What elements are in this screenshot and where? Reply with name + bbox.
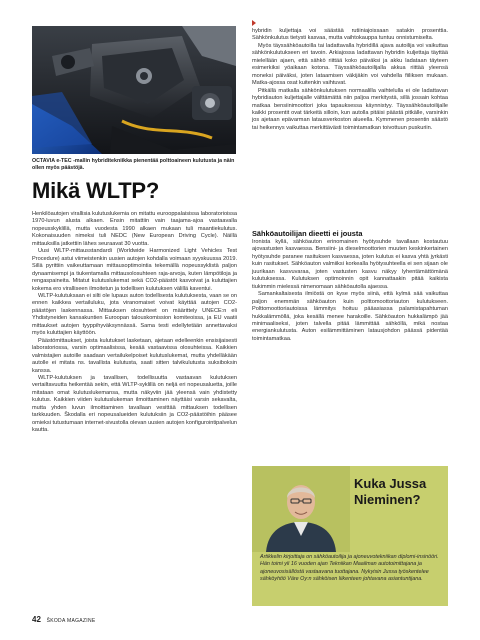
left-column xyxy=(32,211,237,435)
right-column-top xyxy=(252,28,448,132)
body-paragraph: hybridin kuljettaja voi säästää rutiiniajoissaan satakin prosenttia. Sähkönkulutus tietysti kasvaa, mutta vaihtokauppa tuntuu onnistumiselta. xyxy=(252,28,448,42)
body-paragraph: WLTP-kulutuksen ja tavallisen, todellisuutta vastaavan kulutuksen vertailtavuutta heikentää sekin, että WLTP-syklillä on neljä eri nopeusaluetta, joille mitataan omat kulutuslukemansa, mutta näkyviin jää yleensä vain yhdistetty kulutus. Kaikkien viiden kulutuslukeman ilmoittaminen näyttäisi varsin sekavalta, mutta yhden luvun ilmoittaminen tavallaan vesittää mittauksen todellisen tarkkuuden. Škodalla eri nopeusalueiden kulutuksiin ja CO2-päästöihin pääsee omieksi tutustumaan internet-sivustolla olevan uusien autojen konfigurointipalvelun kautta. xyxy=(32,374,237,434)
section-subheading: Sähköautoilijan dieetti ei jousta xyxy=(252,229,363,238)
page-footer xyxy=(32,615,96,624)
body-paragraph: Uusi WLTP-mittausstandardi (Worldwide Harmonized Light Vehicles Test Procedure) astui viimeistenkin uusien autojen kohdalla voimaan syyskuussa 2019. Sillä pyrittiin vaikeuttamaan mittausoptimointia tekemällä nopeussyklistä paljon dynaamisempi ja tiukentamalla mittausolosuhteen raja-arvoja, kuten lämpötiloja ja rengaspaineita. Mitatut kulutuslukemat sekä CO2-päästöt kasvoivat ja kuluttajien kokema ero viralliseen ilmoitetun ja todellisen kulutuksen välillä kaventui. xyxy=(32,248,237,292)
engine-bay-photo xyxy=(32,26,236,154)
body-paragraph: WLTP-kulutuksaan ei silti ole lupaus auton todellisesta kulutuksesta, vaan se on ennen kaikkea vertailuluku, jota viranomaiset voivat käyttää autojen CO2-päästöjen laskennassa. Mittauksen olosuhteet on määrittely UNECE:n eli Yhdistyneiden kansakuntien Euroopan talouskomission komiteoissa, ja EU vaatii mittaukset autojen tyyppihyväksynnässä. Sama testi edellytetään annettavaksi myös kuluttajien käyttöön. xyxy=(32,292,237,337)
body-paragraph: Henkilöautojen virallisia kulutuslukemia on mitattu eurooppalaisissa laboratorioissa 1970-luvun alusta alkaen. Ensin mitattiin vain taajama-ajoa vastaavalla nopeusskyklillä, mutta vuodesta 1990 alkaen mukaan tuli maantiekulutus. Kokonaisuuden nimeksi tuli NEDC (New European Driving Cycle). Näillä mittauksilla jatkettiin lähes seuraavat 30 vuotta. xyxy=(32,211,237,247)
author-box xyxy=(252,466,448,606)
photo-caption: OCTAVIA e-TEC -mallin hybriditekniikka pienentää polttoaineen kulutusta ja näin ollen myös päästöjä. xyxy=(32,158,235,171)
author-heading: Kuka Jussa Nieminen? xyxy=(354,476,427,507)
page-number: 42 xyxy=(32,615,41,624)
author-bio: Artikkelin kirjoittaja on sähköautoilija ja ajoneuvotekniikan diplomi-insinööri. Hän toimi yli 16 vuoden ajan Tekniikan Maailman autotoimittajana ja ajoneuvosisällöstä vastaavana tuottajana. Nykyisin Jussa työskentelee sähköyhtiö Väre Oy:n sähköisen liikenteen johtavana asiantuntijana. xyxy=(260,554,439,583)
magazine-name: ŠKODA MAGAZINE xyxy=(46,618,96,624)
right-column-bottom xyxy=(252,229,448,343)
author-portrait xyxy=(252,466,350,552)
article-headline: Mikä WLTP? xyxy=(32,178,160,203)
body-paragraph: Pitkällä matkalla sähkönkulutuksen normaalilla vaihtelulla ei ole ladattavan hybridiauton kuljettajalle välttämättä niin paljoa merkitystä, sillä jossain kohtaa matkaa bensiinimoottori joka tapauksessa käynnistyy. Täyssähköautoilijalle kaikki prosentit ovat tärkeitä silloin, kun autolla pitäisi päästä pitkälle, varsinkin jos ajetaan epävarman latausverkoston alueella. Kymmenen prosentin säästö tai heikennys vaikuttaa merkittävästi toimintamatkan toivottuun puskuriin. xyxy=(252,87,448,131)
continuation-arrow-icon xyxy=(252,20,256,26)
body-paragraph: Päästömittaukset, joista kulutukset lasketaan, ajetaan edelleenkin ensisijaisesti laboratoriossa, varsin optimaalisissa, kesää vastaavissa olosuhteissa. Kaikkien valmistajien autoille saadaan vertailukelpoiset kulutuslukemat, mutta yhdelläkään autolle ei mitata ns. tavallista kulutusta, saati sitten talvikulutusta suksiboksin kanssa. xyxy=(32,337,237,374)
body-paragraph: Samankaltaisesta ilmiöstä on kyse myös siinä, että kylmä sää vaikuttaa paljon enemmän sähköauton kuin polttomoottoriauton kulutukseen. Polttomoottoriautoissa lämmitys hoituu pääasiassa palamistapahtuman hukkalämmöllä, joka kesällä menee harakoille. Sähköauton hukkalämpö jää minimaaliseksi, joten talvella pitää lämmittää sähköllä, mikä nostaa energiankulutusta. Auton esilämmittäminen latausjohdon päässä pidentää toimintamatkaa. xyxy=(252,291,448,342)
body-paragraph: Ironista kyllä, sähköauton erinomainen hyötysuhde tavallaan kostautuu ajovastusten kasvaessa. Bensiini- ja dieselmoottorien muuten keskinkertainen hyötysuhde paranee rasituksen kasvaessa, joten kulutus ei kasva yhtä jyrkästi kuin rasitukset. Sähköauton valmiiksi korkealla hyötysuhteella ei sen sijaan ole juurikaan kasvuvaraa, joten vastusten kasvu näkyy lyhentämättömänä kulutuksessa. Kulutuksen optimoinnin opit kannattaakin pitää kaikista tiukimmin mielessä nimenomaan sähköautolla ajaessa. xyxy=(252,239,448,290)
body-paragraph: Myös täyssähköautoilla tai ladattavalla hybridillä ajava autoilija voi vaikuttaa sähkönkulutukseen eri tavoin. Arkiajossa ladattavan hybridin kuljettaja täyttää mielellään ajaen, että sähkö riittää koko päiväksi ja akku ladataan täyteen esimerkiksi yöaikaan kotona. Täyssähköautoilijalla akkua riittää yleensä moneksi päiväksi, joten lataamisen väkijäkin voi vahdella fiiliksen mukaan. Matka-ajossa osat kuitenkin vaihtuvat. xyxy=(252,42,448,87)
